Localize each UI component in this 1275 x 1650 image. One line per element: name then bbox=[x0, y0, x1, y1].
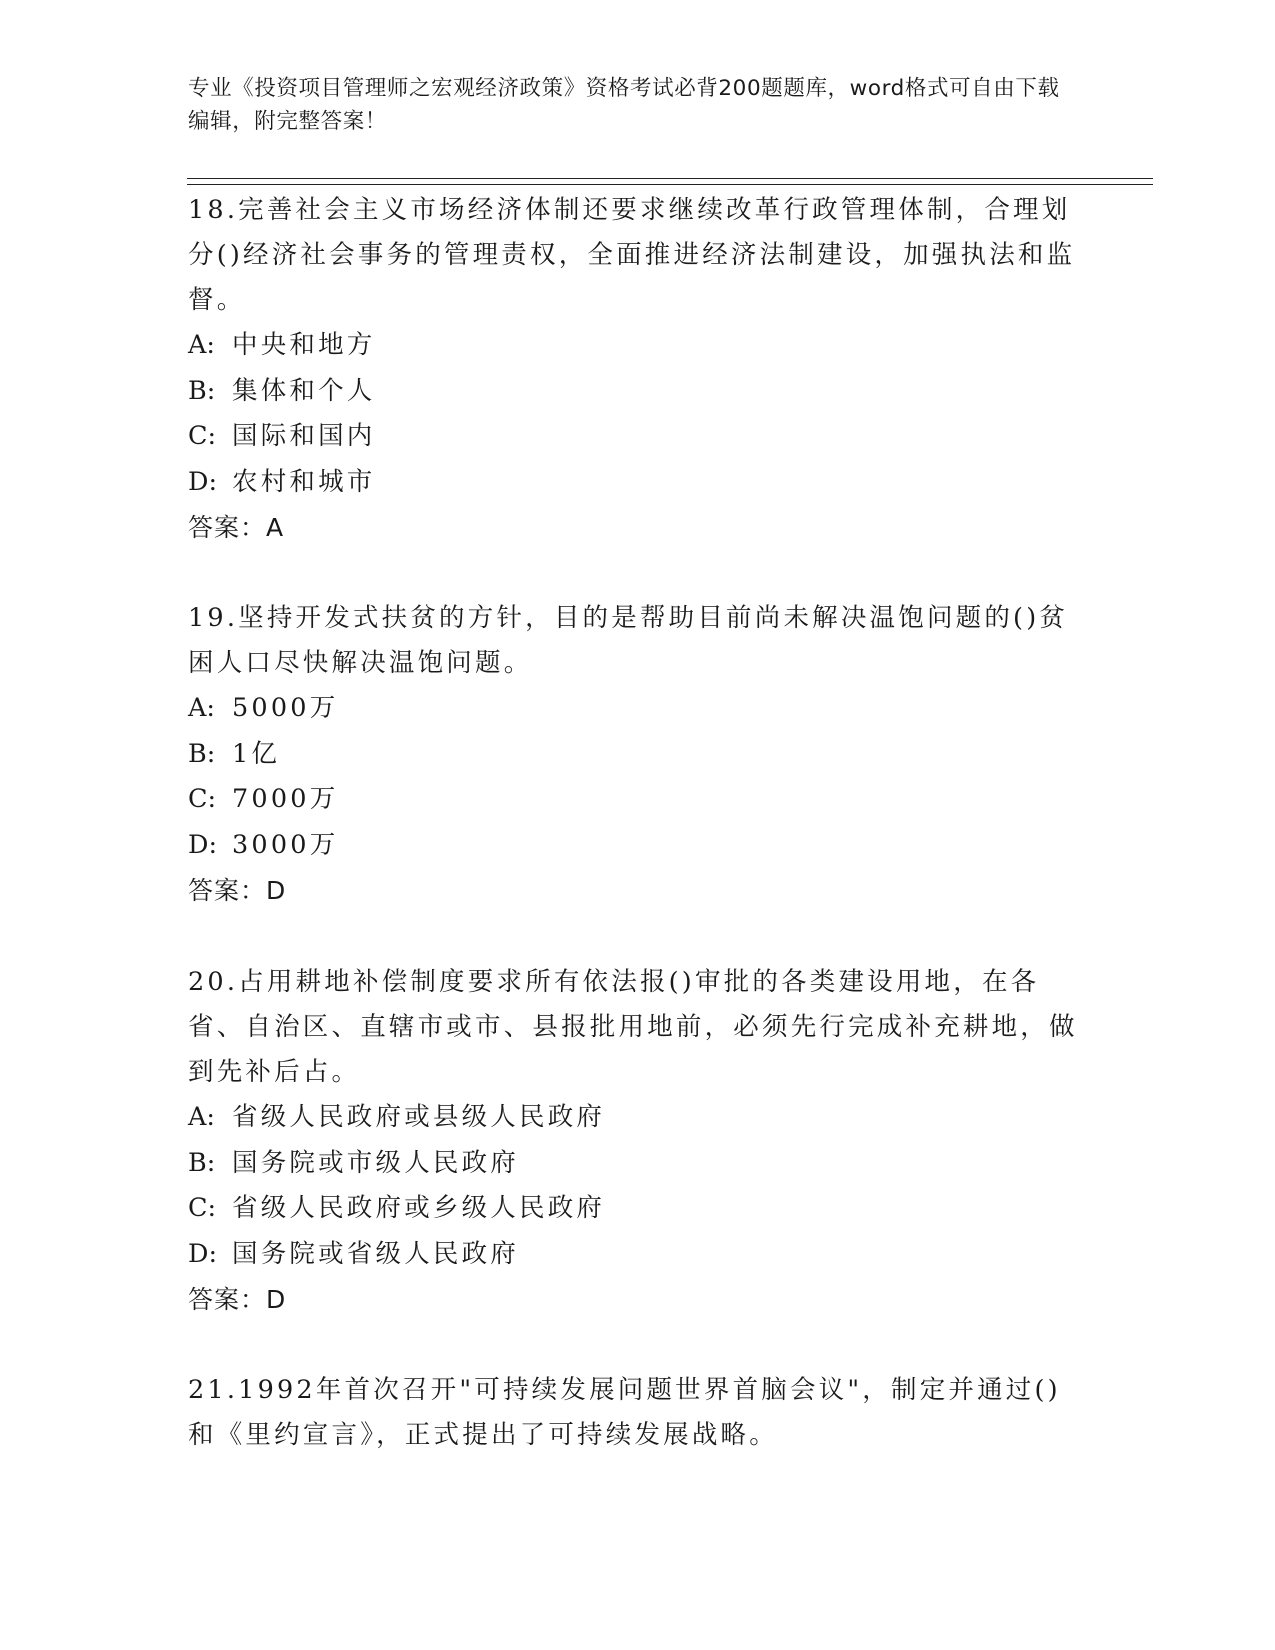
option-letter: B: bbox=[188, 738, 216, 769]
answer: 答案：D bbox=[188, 1285, 287, 1314]
question-stem: 21.1992年首次召开"可持续发展问题世界首脑会议"，制定并通过()和《里约宣言》，正式提出了可持续发展战略。 bbox=[188, 1375, 1061, 1450]
option-letter: C: bbox=[188, 421, 217, 451]
option-letter: D: bbox=[188, 1238, 218, 1269]
header-divider-bottom bbox=[187, 184, 1153, 185]
answer: 答案：D bbox=[188, 876, 287, 905]
option-text: 1亿 bbox=[232, 738, 281, 769]
question-21 bbox=[188, 1368, 1088, 1458]
option-c bbox=[188, 777, 1088, 823]
header-divider-top bbox=[187, 178, 1153, 179]
option-a bbox=[188, 1095, 1088, 1141]
option-text: 省级人民政府或县级人民政府 bbox=[232, 1102, 606, 1132]
question-stem: 18.完善社会主义市场经济体制还要求继续改革行政管理体制，合理划分()经济社会事务的管理责权，全面推进经济法制建设，加强执法和监督。 bbox=[188, 195, 1076, 315]
option-text: 省级人民政府或乡级人民政府 bbox=[232, 1193, 606, 1223]
question-stem: 19.坚持开发式扶贫的方针，目的是帮助目前尚未解决温饱问题的()贫困人口尽快解决温饱问题。 bbox=[188, 603, 1069, 678]
option-letter: C: bbox=[188, 784, 217, 814]
option-a bbox=[188, 323, 1088, 369]
option-text: 国务院或省级人民政府 bbox=[232, 1238, 520, 1269]
option-text: 5000万 bbox=[232, 693, 339, 723]
question-20 bbox=[188, 960, 1088, 1323]
option-c bbox=[188, 1186, 1088, 1232]
option-d bbox=[188, 460, 1088, 506]
question-19 bbox=[188, 596, 1088, 914]
document-header bbox=[188, 72, 1068, 138]
option-letter: A: bbox=[188, 330, 216, 360]
option-letter: B: bbox=[188, 1147, 216, 1178]
question-stem: 20.占用耕地补偿制度要求所有依法报()审批的各类建设用地，在各省、自治区、直辖市或市、县报批用地前，必须先行完成补充耕地，做到先补后占。 bbox=[188, 967, 1078, 1087]
option-d bbox=[188, 1232, 1088, 1278]
option-text: 国际和国内 bbox=[232, 421, 376, 451]
option-text: 7000万 bbox=[232, 784, 339, 814]
option-text: 农村和城市 bbox=[232, 466, 376, 497]
option-letter: C: bbox=[188, 1193, 217, 1223]
option-letter: A: bbox=[188, 1102, 216, 1132]
option-letter: A: bbox=[188, 693, 216, 723]
answer: 答案：A bbox=[188, 513, 285, 542]
option-b bbox=[188, 1141, 1088, 1187]
header-text: 专业《投资项目管理师之宏观经济政策》资格考试必背200题题库，word格式可自由下载编辑，附完整答案！ bbox=[188, 76, 1060, 134]
option-c bbox=[188, 414, 1088, 460]
option-text: 中央和地方 bbox=[232, 330, 376, 360]
option-letter: D: bbox=[188, 829, 218, 860]
option-d bbox=[188, 823, 1088, 869]
option-letter: D: bbox=[188, 466, 218, 497]
option-b bbox=[188, 732, 1088, 778]
option-text: 集体和个人 bbox=[232, 375, 376, 406]
option-text: 国务院或市级人民政府 bbox=[232, 1147, 520, 1178]
option-text: 3000万 bbox=[232, 829, 339, 860]
option-b bbox=[188, 369, 1088, 415]
question-18 bbox=[188, 188, 1088, 551]
option-letter: B: bbox=[188, 375, 216, 406]
option-a bbox=[188, 686, 1088, 732]
